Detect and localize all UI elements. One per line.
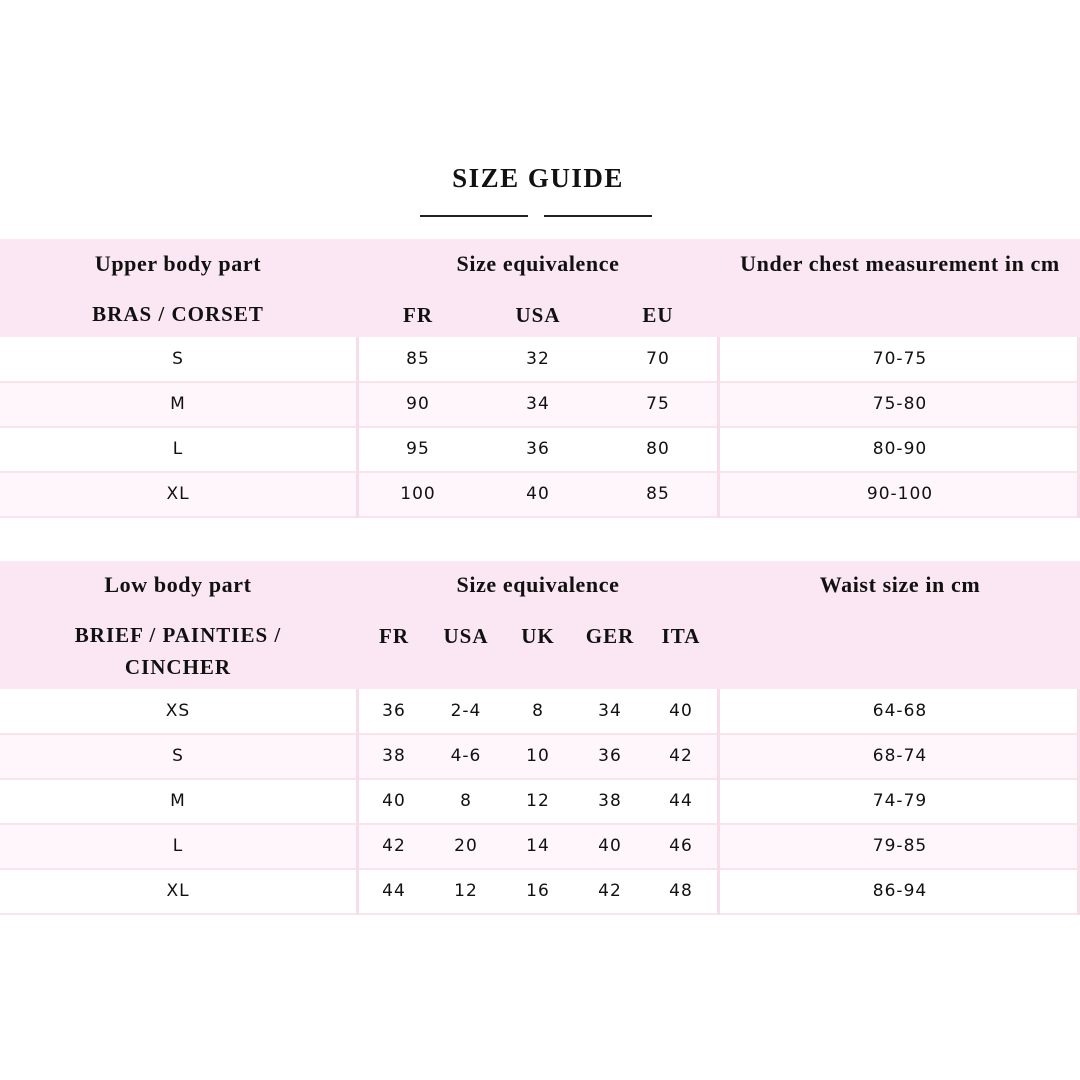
row-divider [0, 381, 1080, 383]
column-divider [717, 689, 720, 915]
measurement-cell: 74-79 [872, 791, 928, 811]
row-divider [0, 426, 1080, 428]
ger-cell: 34 [598, 701, 622, 721]
upper-heading-part: Upper body part [94, 251, 262, 276]
upper-col-usa: USA [515, 303, 561, 327]
usa-cell: 20 [454, 836, 478, 856]
row-divider [0, 823, 1080, 825]
fr-cell: 40 [382, 791, 406, 811]
size-cell: XL [166, 881, 190, 901]
column-divider [717, 337, 720, 518]
usa-cell: 40 [526, 484, 550, 504]
lower-category-label-line1: BRIEF / PAINTIES / [74, 623, 282, 647]
usa-cell: 2-4 [450, 701, 482, 721]
ger-cell: 38 [598, 791, 622, 811]
ger-cell: 40 [598, 836, 622, 856]
measurement-cell: 75-80 [872, 394, 928, 414]
eu-cell: 75 [646, 394, 670, 414]
upper-col-fr: FR [403, 303, 433, 327]
lower-col-uk: UK [521, 624, 555, 648]
uk-cell: 16 [526, 881, 550, 901]
table-row [0, 869, 1080, 914]
usa-cell: 36 [526, 439, 550, 459]
size-cell: XL [166, 484, 190, 504]
fr-cell: 36 [382, 701, 406, 721]
upper-category-label: BRAS / CORSET [92, 302, 264, 326]
measurement-cell: 80-90 [872, 439, 928, 459]
lower-col-fr: FR [379, 624, 409, 648]
eu-cell: 80 [646, 439, 670, 459]
ger-cell: 42 [598, 881, 622, 901]
fr-cell: 100 [400, 484, 436, 504]
usa-cell: 4-6 [450, 746, 482, 766]
usa-cell: 8 [460, 791, 472, 811]
row-divider [0, 471, 1080, 473]
fr-cell: 90 [406, 394, 430, 414]
table-row [0, 689, 1080, 734]
upper-table-header [0, 239, 1080, 337]
table-row [0, 824, 1080, 869]
usa-cell: 34 [526, 394, 550, 414]
lower-table-header [0, 561, 1080, 689]
measurement-cell: 64-68 [872, 701, 928, 721]
table-row [0, 779, 1080, 824]
measurement-cell: 68-74 [872, 746, 928, 766]
page-title: SIZE GUIDE [452, 163, 624, 193]
fr-cell: 44 [382, 881, 406, 901]
usa-cell: 32 [526, 349, 550, 369]
ita-cell: 42 [669, 746, 693, 766]
ita-cell: 46 [669, 836, 693, 856]
size-cell: M [170, 791, 186, 811]
row-divider [0, 733, 1080, 735]
size-cell: S [172, 349, 184, 369]
upper-col-eu: EU [642, 303, 674, 327]
row-divider [0, 868, 1080, 870]
measurement-cell: 86-94 [872, 881, 928, 901]
table-row [0, 427, 1080, 472]
row-divider [0, 778, 1080, 780]
lower-col-ita: ITA [661, 624, 701, 648]
title-underline-left [420, 215, 528, 217]
table-row [0, 734, 1080, 779]
ita-cell: 48 [669, 881, 693, 901]
lower-heading-equivalence: Size equivalence [456, 572, 620, 597]
upper-heading-measurement: Under chest measurement in cm [740, 251, 1060, 276]
table-bottom-border [0, 516, 1080, 518]
column-divider [356, 689, 359, 915]
uk-cell: 14 [526, 836, 550, 856]
size-cell: L [172, 836, 184, 856]
size-cell: L [172, 439, 184, 459]
size-cell: XS [165, 701, 191, 721]
measurement-cell: 79-85 [872, 836, 928, 856]
eu-cell: 70 [646, 349, 670, 369]
ita-cell: 44 [669, 791, 693, 811]
uk-cell: 8 [532, 701, 544, 721]
upper-heading-equivalence: Size equivalence [456, 251, 620, 276]
ger-cell: 36 [598, 746, 622, 766]
fr-cell: 85 [406, 349, 430, 369]
table-row [0, 472, 1080, 517]
size-cell: S [172, 746, 184, 766]
table-bottom-border [0, 913, 1080, 915]
table-row [0, 337, 1080, 382]
column-divider [356, 337, 359, 518]
usa-cell: 12 [454, 881, 478, 901]
fr-cell: 42 [382, 836, 406, 856]
lower-category-label-line2: CINCHER [124, 655, 232, 679]
measurement-cell: 70-75 [872, 349, 928, 369]
lower-col-usa: USA [443, 624, 489, 648]
table-row [0, 382, 1080, 427]
lower-heading-part: Low body part [104, 572, 252, 597]
lower-heading-measurement: Waist size in cm [819, 572, 981, 597]
fr-cell: 38 [382, 746, 406, 766]
eu-cell: 85 [646, 484, 670, 504]
uk-cell: 10 [526, 746, 550, 766]
uk-cell: 12 [526, 791, 550, 811]
lower-col-ger: GER [585, 624, 635, 648]
ita-cell: 40 [669, 701, 693, 721]
measurement-cell: 90-100 [866, 484, 934, 504]
title-underline-right [544, 215, 652, 217]
size-cell: M [170, 394, 186, 414]
fr-cell: 95 [406, 439, 430, 459]
